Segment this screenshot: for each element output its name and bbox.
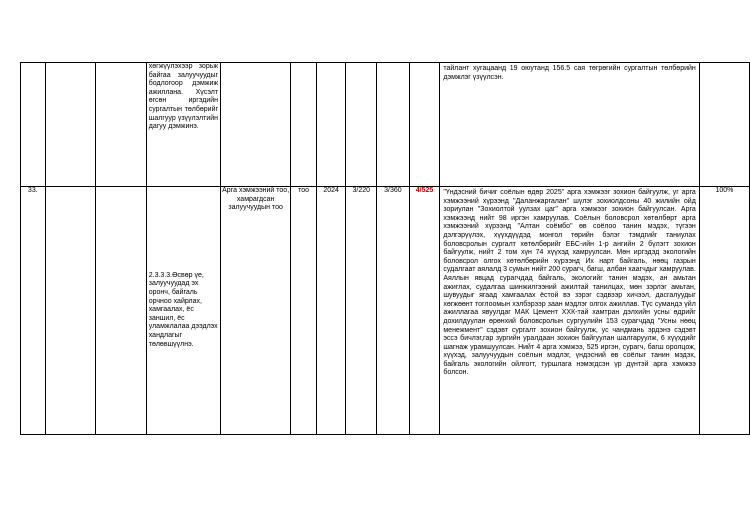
table-row xyxy=(21,187,750,435)
year-cell xyxy=(316,63,346,187)
result-text: тайлант хугацаанд 19 оюутанд 156.5 сая төгрөгийн сургалтын төлбөрийн дэмжлэг үзүүлсэн. xyxy=(443,65,696,81)
target-cell xyxy=(377,63,410,187)
year-cell: 2024 xyxy=(316,187,346,435)
percent-cell xyxy=(699,63,749,187)
percent-cell: 100% xyxy=(699,187,749,435)
result-cell xyxy=(440,187,699,435)
actual-cell: 4/525 xyxy=(409,187,440,435)
measure-cell xyxy=(146,187,220,435)
row-number-cell xyxy=(21,63,46,187)
actual-cell xyxy=(409,63,440,187)
goal-cell xyxy=(45,187,96,435)
baseline-cell xyxy=(346,63,377,187)
objective-cell xyxy=(96,187,147,435)
baseline-cell: 3/220 xyxy=(346,187,377,435)
indicator-cell: Арга хэмжээний тоо, хамрагдсан залуучуудын тоо xyxy=(221,187,291,435)
unit-cell: тоо xyxy=(291,187,317,435)
target-cell: 3/360 xyxy=(377,187,410,435)
measure-text: хөгжүүлэхээр зорьж байгаа залуучуудыг бодлогоор дэмжиж ажиллана. Хүсэлт өгсөн иргэдийн сургалтын төлбөрийг шалгуур үзүүлэлтийн дагуу дэмжинэ. xyxy=(148,63,219,131)
indicator-cell xyxy=(221,63,291,187)
unit-cell xyxy=(291,63,317,187)
row-number-cell: 33. xyxy=(21,187,46,435)
objective-cell xyxy=(96,63,147,187)
table-row xyxy=(21,63,750,187)
result-cell xyxy=(440,63,699,187)
report-table xyxy=(20,62,750,435)
goal-cell xyxy=(45,63,96,187)
measure-cell xyxy=(146,63,220,187)
result-text: "Үндэсний бичиг соёлын өдөр 2025" арга хэмжээг зохион байгуулж, уг арга хэмжээний хүрээнд "Даланжаргалан" шүлэг зохиолдсоны 40 жилийн ойд зориулан "Зохиолтой уулзах цаг" арга хэмжээг зохион байгуулсан. Арга хэмжээнд нийт 98 иргэн хамруулав. Соёлын боловсрол хөтөлбөрт арга хэмжээний хүрээнд "Алтан соёмбо" өв соёлоо танин мэдэх, түгээн дэлгэрүүлэх, хүүхдүүдэд монгол төрийн бэлэг тэмдгийг таниулах боловсролын сургалт хөтөлбөрийг ЕБС-ийн 1-р ангийн 2 бүлэгт зохион байгуулж, нийт 2 том хүн 74 хүүхэд хамруулсан. Мөн иргэдэд экологийн боловсрол олгох хөтөлбөрийн хүрээнд Их нарт байгаль, нөөц газрын судалгаат аялалд 3 сумын нийт 200 сурагч, багш, албан хаагчдыг хамруулав. Аяллын явцад сурагчдад байгаль, экологийг танин мэдэх, ан амьтан ажиглах, судалгаа шинжилгээний ажилтай танилцах, мөн зэрлэг амьтан, шувуудыг ягаад хамгаалах ёстой вэ зэрэг сэдвээр хичээл, дасгалуудыг хөгжөөнт тоглоомын хэлбэрээр заан мэдлэг олгох ажиллав. Түс сумандэ үйл ажиллагаа явуулдаг МАК Цемент ХХК-тай хамтран дэлхийн усны өдрийг дохилдуулан өрөнхий боловсролын сургуулийн 153 сурагчдад "Усны нөөц менежмент" сэдэвт сургалт зохион байгуулж, ус чандмань эрдэнэ сэдэвт эссэ бичлэг,гар зургийн уралдаан зохион байгуулан шалгаруулж, 6 хүүхдийг шагнаж урамшуулсан. Нийт 4 арга хэмжээ, 525 иргэн, сурагч, багш оролцож, хүүхэд, залуучуудын соёлын мэдлэг, үндэсний өв соёлыг танин мэдэх, байгаль экологийн ойлгогт, туршлага нэмэгдсэн үр дүнтэй арга хэмжээ болсон. xyxy=(443,189,696,377)
measure-text: 2.3.3.3.Өсвөр үе, залуучуудад эх оронч, байгаль орчноо хайрлах, хамгаалах, ёс заншил, ёс уламжлалаа дээдлэх хандлагыг төлөвшүүлнэ. xyxy=(148,271,218,348)
